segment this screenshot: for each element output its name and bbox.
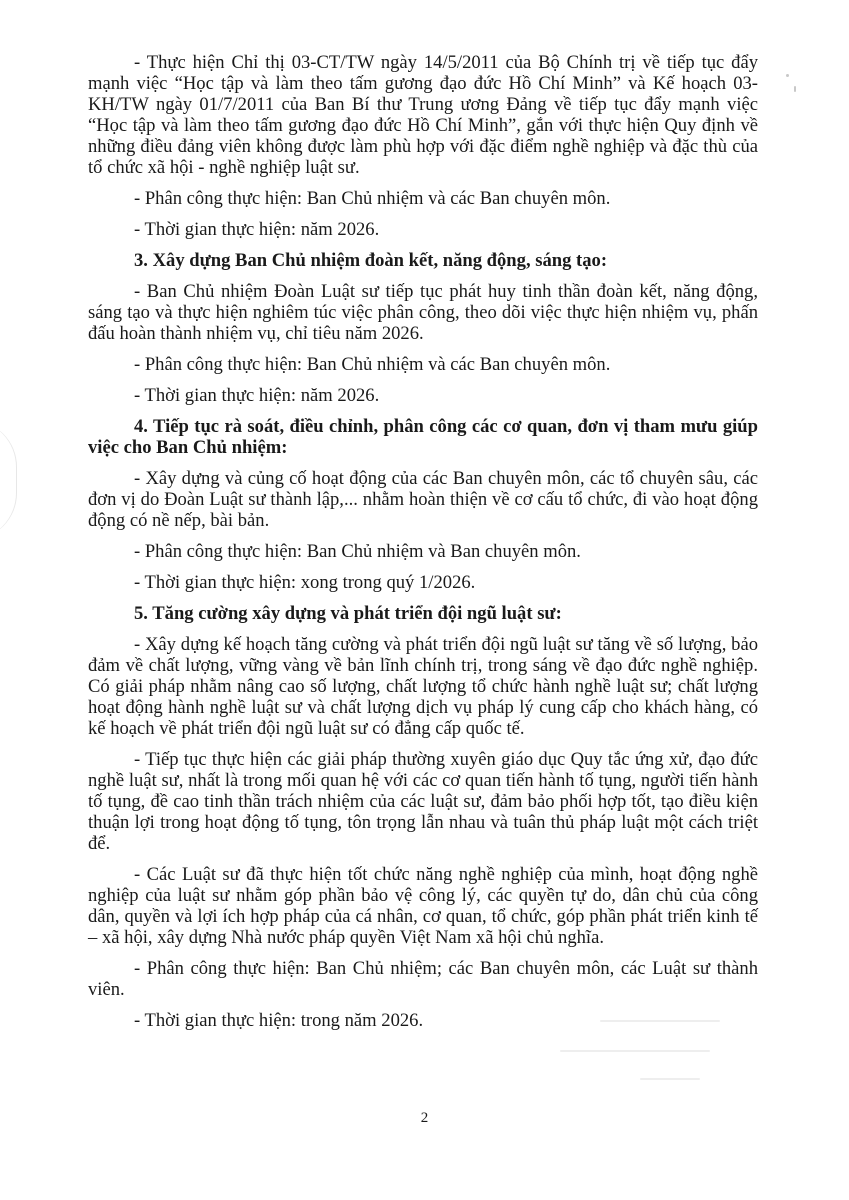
timeline-line: - Thời gian thực hiện: năm 2026. <box>134 219 380 240</box>
assignment-line: - Phân công thực hiện: Ban Chủ nhiệm và các Ban chuyên môn. <box>134 188 611 209</box>
paragraph: - Thực hiện Chỉ thị 03-CT/TW ngày 14/5/2011 của Bộ Chính trị về tiếp tục đẩy mạnh việc “Học tập và làm theo tấm gương đạo đức Hồ Chí Minh” và Kế hoạch 03-KH/TW ngày 01/7/2011 của Ban Bí thư Trung ương Đảng về tiếp tục đẩy mạnh việc “Học tập và làm theo tấm gương đạo đức Hồ Chí Minh”, gắn với thực hiện Quy định về những điều đảng viên không được làm phù hợp với đặc điểm nghề nghiệp và đặc thù của tổ chức xã hội - nghề nghiệp luật sư. <box>88 52 758 178</box>
paragraph: - Xây dựng kế hoạch tăng cường và phát triển đội ngũ luật sư tăng về số lượng, bảo đảm về chất lượng, vững vàng về bản lĩnh chính trị, trong sáng về đạo đức nghề nghiệp. Có giải pháp nhằm nâng cao số lượng, chất lượng tổ chức hành nghề luật sư; chất lượng hoạt động hành nghề luật sư và chất lượng dịch vụ pháp lý cung cấp cho khách hàng, có kế hoạch về phát triển đội ngũ luật sư có đẳng cấp quốc tế. <box>88 634 758 739</box>
intro-block <box>88 52 758 240</box>
section-4 <box>88 416 758 593</box>
paragraph: - Tiếp tục thực hiện các giải pháp thường xuyên giáo dục Quy tắc ứng xử, đạo đức nghề luật sư, nhất là trong mối quan hệ với các cơ quan tiến hành tố tụng, người tiến hành tố tụng, đề cao tinh thần trách nhiệm của các luật sư, đảm bảo phối hợp tốt, tạo điều kiện thuận lợi trong hoạt động tố tụng, tôn trọng lẫn nhau và tuân thủ pháp luật một cách triệt để. <box>88 749 758 854</box>
timeline-line: - Thời gian thực hiện: năm 2026. <box>134 385 380 406</box>
timeline-line: - Thời gian thực hiện: xong trong quý 1/2026. <box>134 572 476 593</box>
section-3 <box>88 250 758 406</box>
bleed-through-mark <box>640 1078 700 1080</box>
bleed-through-mark <box>560 1050 710 1052</box>
scan-mark <box>786 74 789 77</box>
paragraph: - Xây dựng và củng cố hoạt động của các Ban chuyên môn, các tổ chuyên sâu, các đơn vị do Đoàn Luật sư thành lập,... nhằm hoàn thiện về cơ cấu tổ chức, đi vào hoạt động động có nề nếp, bài bản. <box>88 468 758 531</box>
page-number: 2 <box>420 1110 429 1126</box>
section-heading: 3. Xây dựng Ban Chủ nhiệm đoàn kết, năng động, sáng tạo: <box>134 250 608 271</box>
assignment-line: - Phân công thực hiện: Ban Chủ nhiệm; các Ban chuyên môn, các Luật sư thành viên. <box>88 958 758 1000</box>
paragraph: - Ban Chủ nhiệm Đoàn Luật sư tiếp tục phát huy tinh thần đoàn kết, năng động, sáng tạo và thực hiện nghiêm túc việc phân công, theo dõi việc thực hiện nhiệm vụ, phấn đấu hoàn thành nhiệm vụ, chỉ tiêu năm 2026. <box>88 281 758 344</box>
assignment-line: - Phân công thực hiện: Ban Chủ nhiệm và Ban chuyên môn. <box>134 541 581 562</box>
paragraph: - Các Luật sư đã thực hiện tốt chức năng nghề nghiệp của mình, hoạt động nghề nghiệp của luật sư nhằm góp phần bảo vệ công lý, các quyền tự do, dân chủ của công dân, quyền và lợi ích hợp pháp của cá nhân, cơ quan, tổ chức, góp phần phát triển kinh tế – xã hội, xây dựng Nhà nước pháp quyền Việt Nam xã hội chủ nghĩa. <box>88 864 758 948</box>
stamp-trace <box>0 420 17 540</box>
section-5 <box>88 603 758 1031</box>
section-heading: 5. Tăng cường xây dựng và phát triển đội ngũ luật sư: <box>134 603 562 624</box>
document-body <box>88 52 758 1041</box>
scan-mark <box>794 86 796 92</box>
assignment-line: - Phân công thực hiện: Ban Chủ nhiệm và các Ban chuyên môn. <box>134 354 611 375</box>
section-heading: 4. Tiếp tục rà soát, điều chỉnh, phân công các cơ quan, đơn vị tham mưu giúp việc cho Ban Chủ nhiệm: <box>88 416 758 458</box>
timeline-line: - Thời gian thực hiện: trong năm 2026. <box>134 1010 424 1031</box>
